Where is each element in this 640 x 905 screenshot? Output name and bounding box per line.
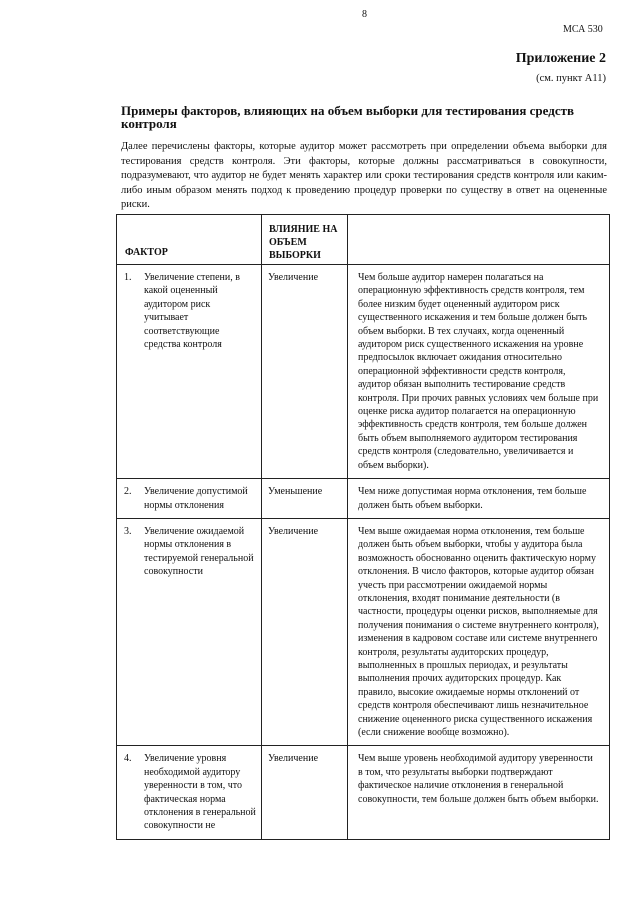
page-number: 8	[362, 9, 367, 20]
influence-text: Увеличение	[268, 753, 319, 765]
factor-text: Увеличение уровня необходимой аудитору уверенности в том, что фактическая норма отклонения в генеральной совокупности не	[144, 753, 256, 832]
influence-cell	[262, 518, 348, 746]
explanation-text: Чем выше уровень необходимой аудитору уверенности в том, что результаты выборки подтверждают фактическое наличие отклонения в генеральной совокупности, тем больше должен быть объем выборки.	[358, 753, 599, 805]
factor-cell	[117, 265, 262, 479]
row-number: 2.	[124, 486, 132, 498]
influence-text: Увеличение	[268, 525, 319, 537]
factor-cell	[117, 518, 262, 746]
factors-table	[116, 214, 610, 840]
explanation-cell	[348, 265, 610, 479]
header-factor: ФАКТОР	[117, 215, 262, 265]
influence-cell	[262, 479, 348, 519]
factor-text: Увеличение допустимой нормы отклонения	[144, 486, 248, 511]
factor-text: Увеличение ожидаемой нормы отклонения в тестируемой генеральной совокупности	[144, 525, 254, 578]
factor-text: Увеличение степени, в какой оцененный аудитором риск учитывает соответствующие средства контроля	[144, 272, 240, 351]
table-row	[117, 265, 610, 479]
appendix-reference: (см. пункт А11)	[536, 73, 606, 84]
influence-text: Уменьшение	[268, 486, 323, 498]
influence-cell	[262, 265, 348, 479]
row-number: 4.	[124, 753, 132, 765]
explanation-text: Чем выше ожидаемая норма отклонения, тем больше должен быть объем выборки, чтобы у аудитора была возможность обоснованно оценить фактическую норму отклонения. В число факторов, которые аудитор обязан учесть при рассмотрении ожидаемой нормы отклонения, входят понимание деятельности (в частности, процедуры оценки рисков, выполняемые для получения понимания о системе внутреннего контроля), изменения в кадровом составе или системе внутреннего контроля, результаты аудиторских процедур, выполненных в прошлых периодах, и результаты выполнения прочих аудиторских процедур. Как правило, высокие ожидаемые нормы отклонений от средств контроля обеспечивают лишь незначительное снижение оцененного риска существенного искажения (если снижение вообще возможно).	[358, 525, 599, 738]
appendix-title: Приложение 2	[515, 51, 606, 66]
table-header-row	[117, 215, 610, 265]
table-row	[117, 746, 610, 839]
row-number: 1.	[124, 272, 132, 283]
intro-paragraph: Далее перечислены факторы, которые аудитор может рассмотреть при определении объема выборки для тестирования средств контроля. Эти факторы, которые должны рассматриваться в совокупности, подразумевают, что аудитор не будет менять характер или сроки тестирования средств контроля или каким-либо иным образом менять подход к проведению процедур проверки по существу в ответ на оцененные риски.	[121, 141, 607, 210]
influence-cell	[262, 746, 348, 839]
explanation-text: Чем ниже допустимая норма отклонения, тем больше должен быть объем выборки.	[358, 486, 587, 511]
table-row	[117, 479, 610, 519]
table-row	[117, 518, 610, 746]
header-explanation	[348, 215, 610, 265]
factor-cell	[117, 479, 262, 519]
explanation-cell	[348, 746, 610, 839]
factor-cell	[117, 746, 262, 839]
influence-text: Увеличение	[268, 272, 319, 283]
row-number: 3.	[124, 525, 132, 537]
document-code: МСА 530	[563, 24, 603, 35]
explanation-cell	[348, 518, 610, 746]
section-title: Примеры факторов, влияющих на объем выборки для тестирования средств контроля	[121, 103, 575, 131]
explanation-cell	[348, 479, 610, 519]
explanation-text: Чем больше аудитор намерен полагаться на операционную эффективность средств контроля, тем более низким будет оцененный аудитором риск существенного искажения и тем больше должен быть объем выборки. В тех случаях, когда оцененный аудитором риск существенного искажения на уровне предпосылок включает ожидания относительно операционной эффективности средств контроля, аудитор обязан выполнить тестирование средств контроля. При прочих равных условиях чем больше при оценке риска аудитор полагается на операционную эффективность средств контроля, тем больше должен быть объем выполняемого аудитором тестирования средств контроля (следовательно, увеличивается и объем выборки).	[358, 272, 599, 471]
header-influence: ВЛИЯНИЕ НА ОБЪЕМ ВЫБОРКИ	[262, 215, 348, 265]
